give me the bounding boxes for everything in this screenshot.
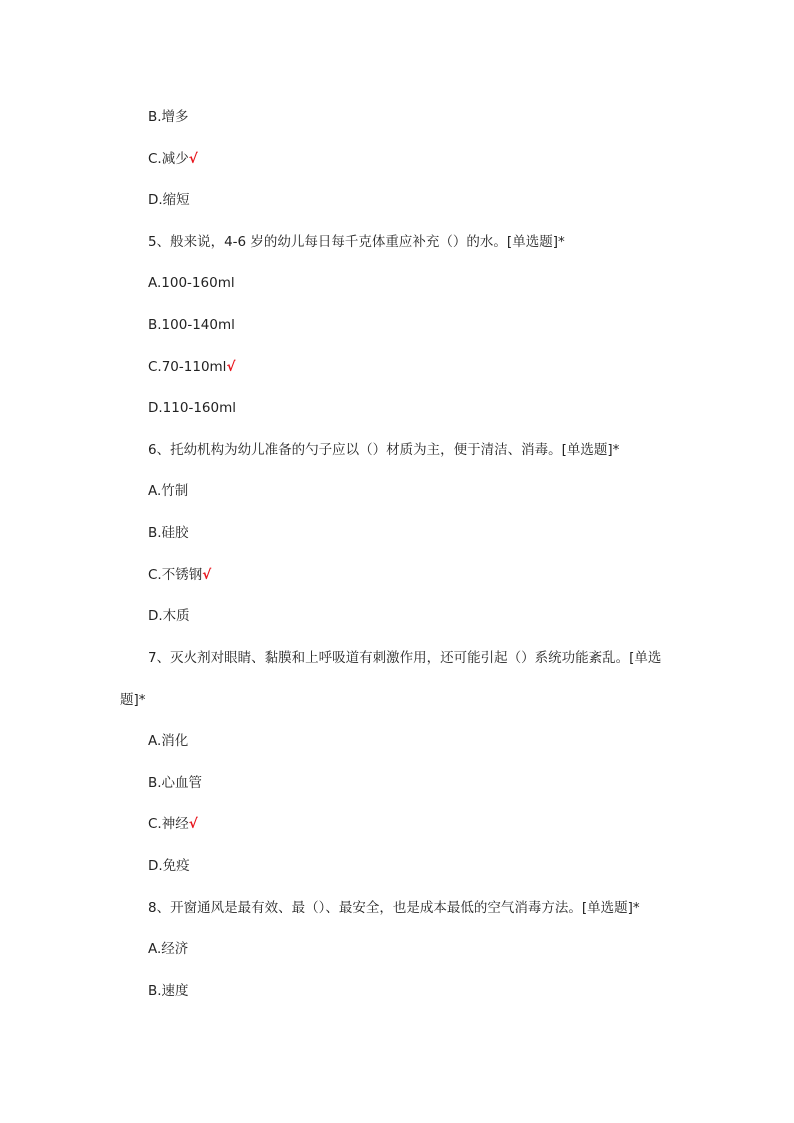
option-line xyxy=(148,357,235,377)
correct-check-mark: √ xyxy=(226,359,236,375)
option-line xyxy=(148,273,235,293)
option-text: B.硅胶 xyxy=(148,525,189,541)
question-text: 5、般来说，4-6 岁的幼儿每日每千克体重应补充（）的水。[单选题]* xyxy=(148,234,565,250)
option-line xyxy=(148,814,198,834)
option-line xyxy=(148,523,189,543)
option-text: B.100-140ml xyxy=(148,317,235,333)
option-text: D.木质 xyxy=(148,608,190,624)
option-text: D.110-160ml xyxy=(148,400,236,416)
question-text: 8、开窗通风是最有效、最（）、最安全，也是成本最低的空气消毒方法。[单选题]* xyxy=(148,900,640,916)
option-text: C.神经 xyxy=(148,816,189,832)
option-line xyxy=(148,773,202,793)
option-line xyxy=(148,981,189,1001)
question-text-continuation: 题]* xyxy=(120,692,146,708)
option-line xyxy=(148,606,190,626)
option-line xyxy=(148,856,190,876)
option-text: B.增多 xyxy=(148,109,189,125)
option-text: A.竹制 xyxy=(148,483,189,499)
option-line xyxy=(148,565,211,585)
option-line xyxy=(148,315,235,335)
option-line xyxy=(148,107,189,127)
option-text: A.经济 xyxy=(148,941,189,957)
option-text: A.100-160ml xyxy=(148,275,235,291)
option-line xyxy=(148,398,236,418)
question-text: 6、托幼机构为幼儿准备的勺子应以（）材质为主，便于清洁、消毒。[单选题]* xyxy=(148,442,620,458)
option-text: D.免疫 xyxy=(148,858,190,874)
option-text: C.减少 xyxy=(148,151,189,167)
option-line xyxy=(148,481,188,501)
correct-check-mark: √ xyxy=(188,151,198,167)
option-text: C.不锈钢 xyxy=(148,567,203,583)
option-text: A.消化 xyxy=(148,733,189,749)
correct-check-mark: √ xyxy=(188,816,198,832)
correct-check-mark: √ xyxy=(202,567,212,583)
question-text: 7、灭火剂对眼睛、黏膜和上呼吸道有刺激作用，还可能引起（）系统功能紊乱。[单选 xyxy=(148,650,662,666)
option-text: D.缩短 xyxy=(148,192,190,208)
option-text: B.心血管 xyxy=(148,775,203,791)
option-text: B.速度 xyxy=(148,983,189,999)
option-text: C.70-110ml xyxy=(148,359,227,375)
option-line xyxy=(148,731,188,751)
option-line xyxy=(148,149,198,169)
option-line xyxy=(148,190,190,210)
option-line xyxy=(148,939,188,959)
